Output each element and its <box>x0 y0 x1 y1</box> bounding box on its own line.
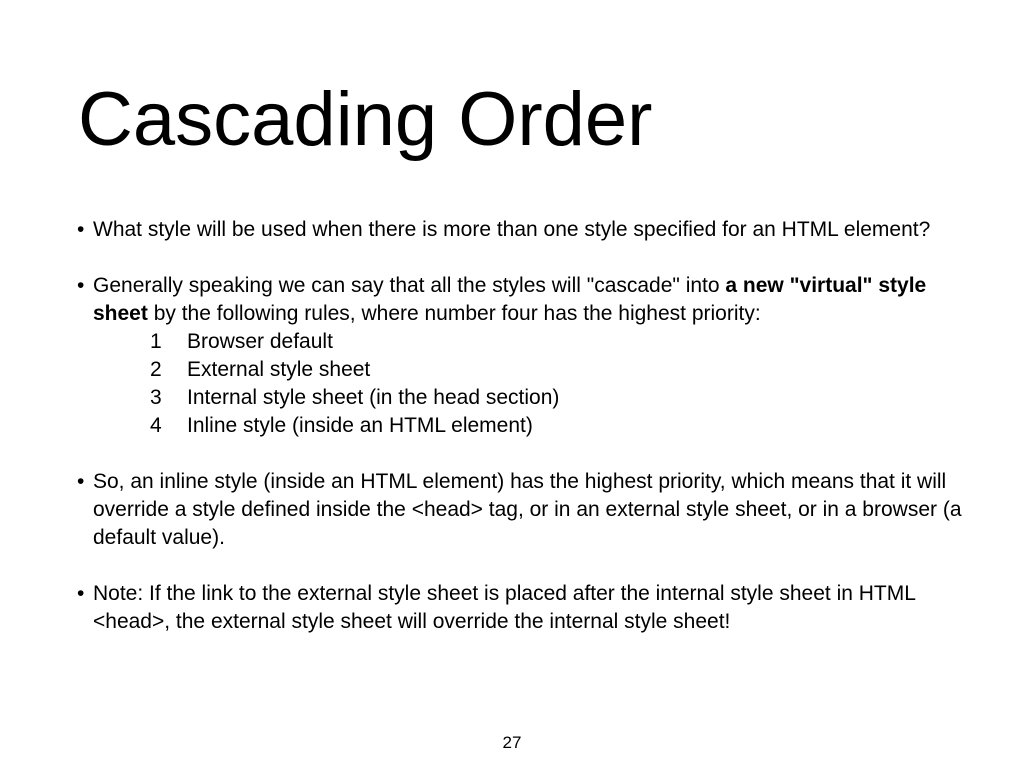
bullet-question-text: What style will be used when there is more than one style specified for an HTML element? <box>93 218 931 241</box>
priority-number: 3 <box>150 386 162 409</box>
priority-list-item <box>76 356 976 384</box>
priority-list-item <box>76 384 976 412</box>
priority-list-item <box>76 412 976 440</box>
bullet-marker: • <box>77 218 85 241</box>
bullet-cascade-text-after: by the following rules, where number four has the highest priority: <box>147 302 761 325</box>
bullet-cascade <box>76 272 976 328</box>
priority-label: Internal style sheet (in the head section) <box>187 386 560 409</box>
slide-body <box>76 216 976 636</box>
spacer <box>76 244 976 272</box>
bullet-marker: • <box>77 470 85 493</box>
bullet-marker: • <box>77 582 85 605</box>
priority-number: 1 <box>150 330 162 353</box>
bullet-note-text: Note: If the link to the external style sheet is placed after the internal style sheet in HTML <head>, the external style sheet will override the internal style sheet! <box>93 582 916 633</box>
slide-title: Cascading Order <box>78 77 653 162</box>
priority-label: External style sheet <box>187 358 371 381</box>
priority-label: Inline style (inside an HTML element) <box>187 414 533 437</box>
priority-number: 4 <box>150 414 162 437</box>
bullet-marker: • <box>77 274 85 297</box>
bullet-cascade-text-bold: a new "virtual" style sheet <box>93 274 927 325</box>
bullet-cascade-text-before: Generally speaking we can say that all the styles will "cascade" into <box>93 274 726 297</box>
bullet-note <box>76 580 976 636</box>
priority-list-item <box>76 328 976 356</box>
page-number: 27 <box>502 733 522 752</box>
spacer <box>76 552 976 580</box>
priority-label: Browser default <box>187 330 333 353</box>
bullet-inline-priority-text: So, an inline style (inside an HTML element) has the highest priority, which means that it will override a style defined inside the <head> tag, or in an external style sheet, or in a browser (a default value). <box>93 470 962 549</box>
priority-number: 2 <box>150 358 162 381</box>
priority-list <box>76 328 976 440</box>
spacer <box>76 440 976 468</box>
bullet-inline-priority <box>76 468 976 552</box>
bullet-question <box>76 216 976 244</box>
